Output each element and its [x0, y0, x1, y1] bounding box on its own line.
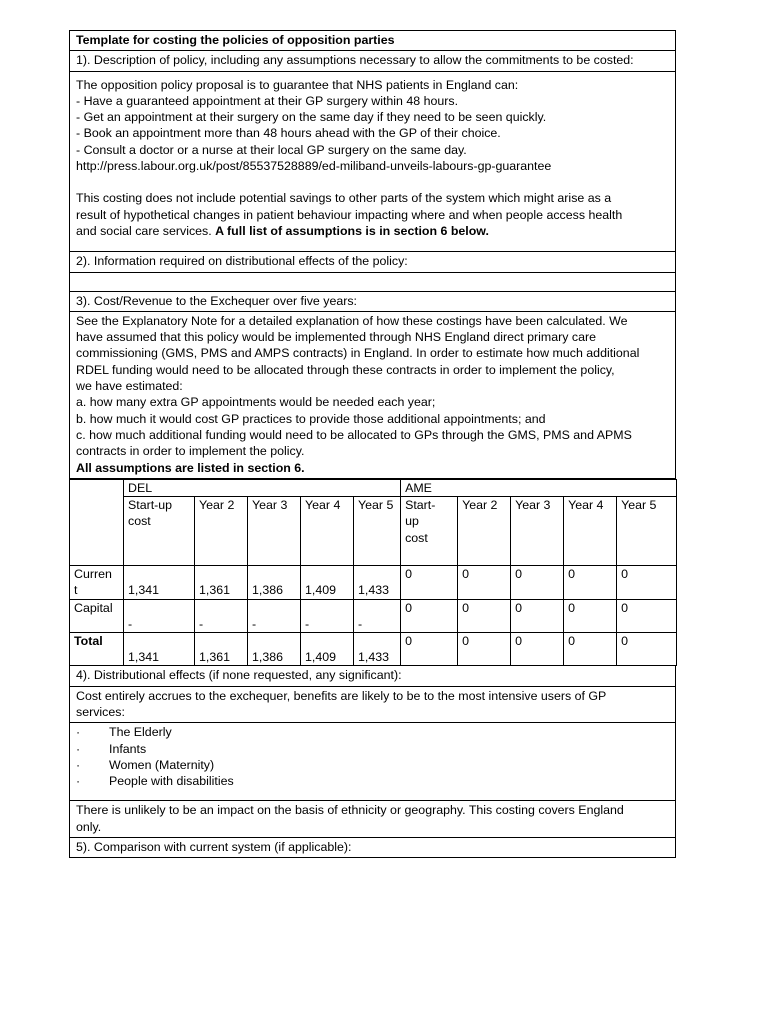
row-label: Capital [70, 599, 124, 632]
table-column-header [70, 497, 677, 566]
table-row [70, 633, 677, 666]
ame-cell: 0 [401, 633, 458, 666]
ame-cell: 0 [458, 599, 511, 632]
body-line: - Have a guaranteed appointment at their GP surgery within 48 hours. [76, 93, 459, 108]
ame-header-3: Year 4 [564, 497, 617, 566]
body-line-bold: All assumptions are listed in section 6. [76, 460, 305, 475]
ame-header-4: Year 5 [617, 497, 677, 566]
ame-header-2: Year 3 [511, 497, 564, 566]
list-item: · The Elderly [76, 725, 172, 740]
del-cell: - [124, 599, 195, 632]
ame-label: AME [405, 480, 432, 495]
section-2-heading: 2). Information required on distributional effects of the policy: [69, 252, 676, 272]
row-label: Total [70, 633, 124, 666]
ame-cell: 0 [564, 566, 617, 600]
section-1-heading: 1). Description of policy, including any assumptions necessary to allow the commitments to be costed: [69, 51, 676, 71]
body-line: we have estimated: [76, 379, 183, 394]
del-cell: 1,409 [301, 566, 354, 600]
ame-cell: 0 [511, 566, 564, 600]
ame-cell: 0 [617, 599, 677, 632]
body-line: result of hypothetical changes in patient behaviour impacting where and when people access health [76, 207, 623, 222]
ame-cell: 0 [511, 599, 564, 632]
body-line: and social care services. A full list of assumptions is in section 6 below. [76, 223, 489, 238]
del-header-0: Start-up cost [124, 497, 195, 566]
ame-cell: 0 [511, 633, 564, 666]
table-group-header [70, 479, 677, 496]
del-header-1: Year 2 [195, 497, 248, 566]
del-cell: - [301, 599, 354, 632]
bullet-icon: · [76, 725, 81, 740]
section-4-heading: 4). Distributional effects (if none requested, any significant): [69, 666, 676, 686]
ame-cell: 0 [458, 566, 511, 600]
bullet-icon: · [76, 757, 81, 772]
section-4-note [69, 801, 676, 838]
del-cell: 1,341 [124, 633, 195, 666]
body-line: a. how many extra GP appointments would be needed each year; [76, 395, 436, 410]
del-cell: 1,361 [195, 633, 248, 666]
ame-cell: 0 [617, 566, 677, 600]
section-4-bullet-list [69, 723, 676, 801]
ame-header-0: Start- up cost [401, 497, 458, 566]
list-item: · People with disabilities [76, 774, 234, 789]
ame-cell: 0 [401, 566, 458, 600]
costing-document [69, 30, 676, 858]
policy-url: http://press.labour.org.uk/post/85537528889/ed-miliband-unveils-labours-gp-guarantee [76, 159, 552, 174]
table-row [70, 566, 677, 600]
del-cell: 1,409 [301, 633, 354, 666]
body-line: commissioning (GMS, PMS and AMPS contracts) in England. In order to estimate how much additional [76, 346, 640, 361]
del-header-3: Year 4 [301, 497, 354, 566]
body-line: This costing does not include potential savings to other parts of the system which might arise as a [76, 191, 612, 206]
bullet-icon: · [76, 741, 81, 756]
body-line: c. how much additional funding would need to be allocated to GPs through the GMS, PMS and APMS [76, 427, 632, 442]
section-2-body [69, 273, 676, 292]
del-cell: 1,386 [248, 566, 301, 600]
body-line: The opposition policy proposal is to guarantee that NHS patients in England can: [76, 77, 519, 92]
list-item: · Women (Maternity) [76, 757, 215, 772]
body-line: services: [76, 704, 125, 719]
del-cell: - [354, 599, 401, 632]
ame-cell: 0 [401, 599, 458, 632]
section-4-intro [69, 687, 676, 724]
list-item: · Infants [76, 741, 147, 756]
body-line: - Get an appointment at their surgery on the same day if they need to be seen quickly. [76, 110, 547, 125]
ame-cell: 0 [617, 633, 677, 666]
ame-header-1: Year 2 [458, 497, 511, 566]
body-line: See the Explanatory Note for a detailed explanation of how these costings have been calculated. We [76, 313, 628, 328]
body-line: - Book an appointment more than 48 hours ahead with the GP of their choice. [76, 126, 501, 141]
body-line: have assumed that this policy would be implemented through NHS England direct primary care [76, 330, 596, 345]
ame-cell: 0 [564, 633, 617, 666]
body-line: RDEL funding would need to be allocated through these contracts in order to implement the policy, [76, 362, 615, 377]
ame-cell: 0 [564, 599, 617, 632]
section-3-heading: 3). Cost/Revenue to the Exchequer over five years: [69, 292, 676, 312]
del-cell: 1,386 [248, 633, 301, 666]
body-line: Cost entirely accrues to the exchequer, benefits are likely to be to the most intensive users of GP [76, 688, 607, 703]
del-cell: - [195, 599, 248, 632]
del-cell: 1,433 [354, 566, 401, 600]
section-3-body [69, 312, 676, 479]
section-5-heading: 5). Comparison with current system (if applicable): [69, 838, 676, 858]
del-cell: 1,433 [354, 633, 401, 666]
row-label: Curren t [70, 566, 124, 600]
del-cell: - [248, 599, 301, 632]
body-line: only. [76, 819, 102, 834]
del-header-2: Year 3 [248, 497, 301, 566]
body-line: b. how much it would cost GP practices to provide those additional appointments; and [76, 411, 546, 426]
del-label: DEL [128, 480, 153, 495]
del-cell: 1,361 [195, 566, 248, 600]
section-1-body [69, 72, 676, 253]
ame-cell: 0 [458, 633, 511, 666]
del-cell: 1,341 [124, 566, 195, 600]
body-line: - Consult a doctor or a nurse at their local GP surgery on the same day. [76, 142, 467, 157]
document-title: Template for costing the policies of opposition parties [69, 30, 676, 51]
body-line: There is unlikely to be an impact on the basis of ethnicity or geography. This costing covers England [76, 803, 624, 818]
table-row [70, 599, 677, 632]
del-header-4: Year 5 [354, 497, 401, 566]
cost-table [69, 479, 677, 666]
body-line: contracts in order to implement the policy. [76, 444, 305, 459]
bullet-icon: · [76, 774, 81, 789]
